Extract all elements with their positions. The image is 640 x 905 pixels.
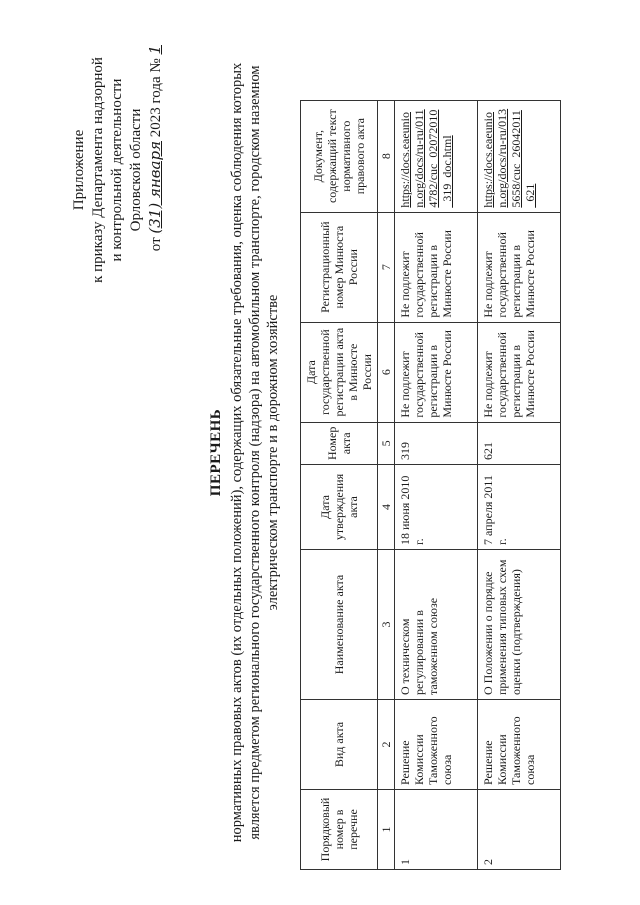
registration-date: Не подлежит государственной регистрации в Минюсте России (395, 322, 478, 422)
appendix-block (70, 45, 166, 295)
appendix-order-line: к приказу Департамента надзорной (90, 57, 106, 283)
document-link[interactable]: https://docs.eaeunion.org/docs/ru-ru/0114782/cuc_02072010_319_doc.html (398, 109, 454, 208)
registration-number: Не подлежит государственной регистрации в Минюсте России (395, 212, 478, 322)
column-number: 3 (378, 550, 395, 700)
row-number: 1 (395, 790, 478, 870)
row-number: 2 (478, 790, 561, 870)
handwritten-number: 1 (146, 45, 164, 55)
column-number: 5 (378, 422, 395, 464)
header-cell: Документ, содержащий текст нормативного правового акта (301, 100, 378, 212)
header-cell: Дата утверждения акта (301, 465, 378, 550)
document-link-cell (395, 100, 478, 212)
registration-date: Не подлежит государственной регистрации в Минюсте России (478, 322, 561, 422)
appendix-title: Приложение (71, 129, 87, 211)
table-row (478, 100, 561, 869)
act-kind: Решение Комиссии Таможенного союза (478, 700, 561, 790)
act-name: О техническом регулировании в таможенном союзе (395, 550, 478, 700)
document-subtitle: нормативных правовых актов (их отдельных положений), содержащих обязательные требования, оценка соблюдения которых является предметом регионального государственного контроля (надзора) на автомобильном транспорте, городском наземном электрическом транспорте и в дорожном хозяйстве (229, 62, 281, 843)
column-number: 4 (378, 465, 395, 550)
act-date: 7 апреля 2011 г. (478, 465, 561, 550)
document-title: ПЕРЕЧЕНЬ (208, 408, 224, 497)
header-cell: Порядковый номер в перечне (301, 790, 378, 870)
date-year: 2023 года № (148, 58, 164, 138)
column-number: 6 (378, 322, 395, 422)
appendix-date-line (146, 45, 166, 295)
column-number-row (378, 100, 395, 869)
acts-table (300, 100, 561, 870)
date-prefix: от (148, 237, 164, 252)
document-link-cell (478, 100, 561, 212)
act-name: О Положении о порядке применения типовых схем оценки (подтверждения) (478, 550, 561, 700)
appendix-dept-line: и контрольной деятельности (109, 78, 125, 262)
handwritten-date: (31) января (146, 141, 164, 234)
header-cell: Дата государственной регистрации акта в Минюсте России (301, 322, 378, 422)
registration-number: Не подлежит государственной регистрации в Минюсте России (478, 212, 561, 322)
table-row (395, 100, 478, 869)
act-date: 18 июня 2010 г. (395, 465, 478, 550)
header-cell: Наименование акта (301, 550, 378, 700)
header-cell: Регистрационный номер Минюста России (301, 212, 378, 322)
act-number: 319 (395, 422, 478, 464)
column-number: 1 (378, 790, 395, 870)
header-cell: Номер акта (301, 422, 378, 464)
table-header-row (301, 100, 378, 869)
column-number: 2 (378, 700, 395, 790)
document-link[interactable]: https://docs.eaeunion.org/docs/ru-ru/0135658/cuc_26042011_621 (481, 108, 537, 208)
column-number: 8 (378, 100, 395, 212)
column-number: 7 (378, 212, 395, 322)
act-number: 621 (478, 422, 561, 464)
appendix-region-line: Орловской области (128, 108, 144, 232)
act-kind: Решение Комиссии Таможенного союза (395, 700, 478, 790)
header-cell: Вид акта (301, 700, 378, 790)
